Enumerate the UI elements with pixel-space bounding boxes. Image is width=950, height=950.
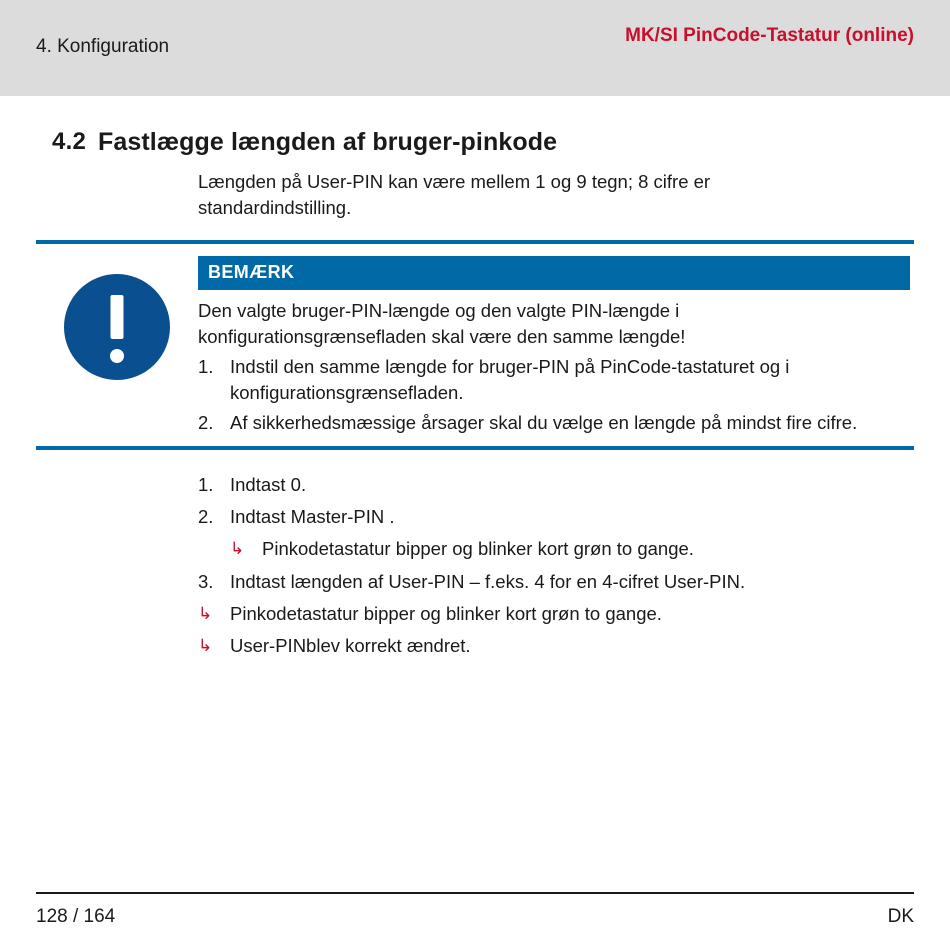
step-result-text: User-PINblev korrekt ændret. [230, 635, 471, 657]
arrow-result-icon: ↳ [230, 539, 245, 559]
list-item-text: Indtast 0. [230, 473, 307, 495]
note-text: Den valgte bruger-PIN-længde og den valgte PIN-længde i konfigurationsgrænsefladen skal være den samme længde! [198, 299, 686, 347]
exclamation-circle-icon [64, 274, 170, 380]
list-item-number: 2. [198, 506, 214, 528]
footer-language-code: DK [887, 906, 914, 927]
section-heading: Fastlægge længden af bruger-pinkode [98, 128, 558, 156]
list-item [198, 410, 910, 436]
page-footer [36, 892, 914, 928]
note-icon-column [36, 256, 198, 436]
steps-numbered-list-continued [198, 569, 898, 595]
section-intro-text: Længden på User-PIN kan være mellem 1 og 9 tegn; 8 cifre er standardindstilling. [198, 171, 711, 219]
section-title-row [36, 128, 914, 157]
step-result-substep [230, 536, 898, 562]
list-item-text: Indstil den samme længde for bruger-PIN på PinCode-tastaturet og i konfigurationsgrænsefladen. [230, 356, 790, 404]
list-item-text: Af sikkerhedsmæssige årsager skal du vælge en længde på mindst fire cifre. [230, 411, 858, 433]
steps-numbered-list [198, 472, 898, 531]
arrow-result-icon: ↳ [198, 636, 213, 656]
header-product-title: MK/SI PinCode-Tastatur (online) [625, 25, 914, 46]
arrow-result-icon: ↳ [198, 603, 213, 623]
page-header [0, 0, 950, 96]
list-item-text: Indtast længden af User-PIN – f.eks. 4 for en 4-cifret User-PIN. [230, 570, 746, 592]
page-content [0, 128, 950, 659]
step-result-1 [198, 601, 898, 627]
list-item-number: 3. [198, 570, 214, 592]
list-item [198, 472, 898, 498]
list-item-text: Indtast Master-PIN . [230, 506, 395, 528]
step-result-text: Pinkodetastatur bipper og blinker kort grøn to gange. [230, 602, 662, 624]
note-title-bar: BEMÆRK [198, 256, 910, 290]
procedure-steps [198, 472, 898, 660]
section-number: 4.2 [52, 128, 86, 155]
list-item [198, 569, 898, 595]
list-item-number: 2. [198, 411, 214, 433]
list-item-number: 1. [198, 473, 214, 495]
note-numbered-list [198, 354, 910, 436]
footer-page-number: 128 / 164 [36, 906, 116, 927]
step-result-text: Pinkodetastatur bipper og blinker kort grøn to gange. [262, 538, 694, 560]
list-item [198, 354, 910, 407]
step-result-2 [198, 633, 898, 659]
header-chapter-label: 4. Konfiguration [36, 36, 170, 57]
list-item-number: 1. [198, 356, 214, 378]
list-item [198, 504, 898, 530]
note-box [36, 240, 914, 450]
